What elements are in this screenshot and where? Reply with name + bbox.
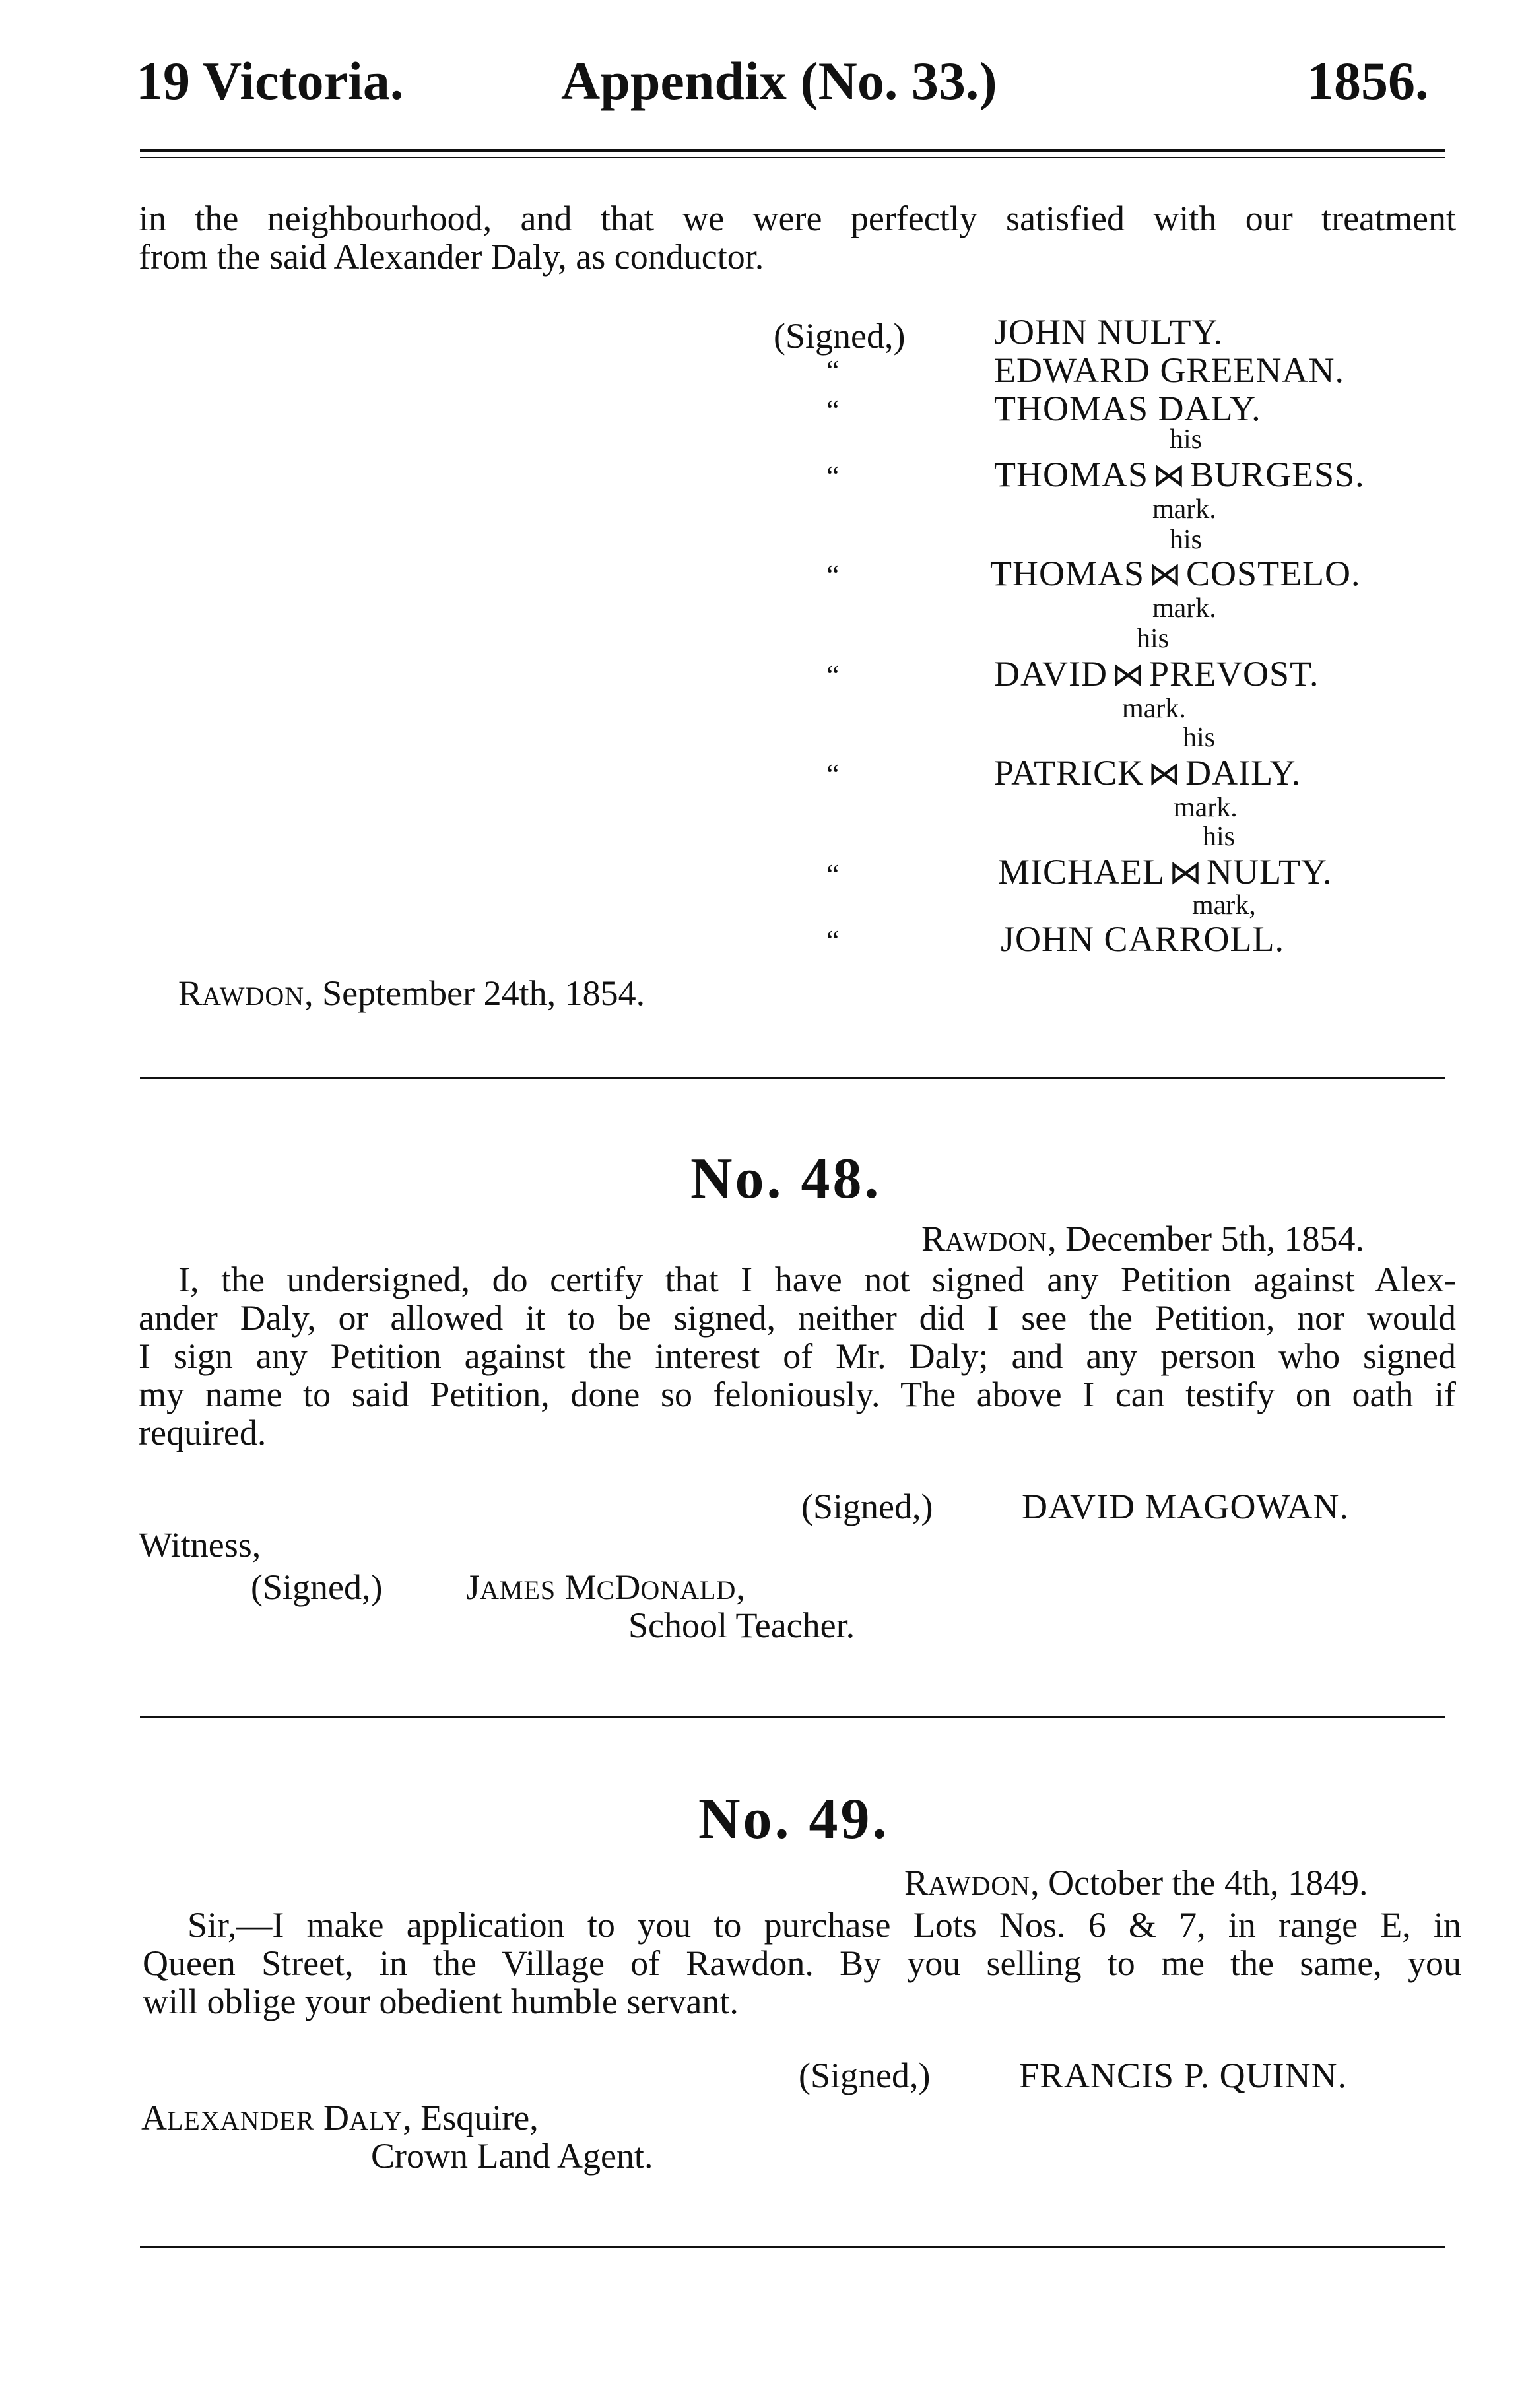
signature-name: THOMAS <box>990 554 1145 593</box>
his-label: his <box>1203 822 1236 852</box>
signature-name: PREVOST. <box>1149 654 1319 694</box>
signature-name: PATRICK <box>994 753 1144 793</box>
paragraph-line: ander Daly, or allowed it to be signed, neither did I see the Petition, nor would <box>139 1298 1456 1338</box>
header-left: 19 Victoria. <box>136 51 404 111</box>
witness-signed: (Signed,) <box>251 1567 383 1607</box>
cross-mark-icon: ⋈ <box>1148 755 1182 792</box>
ditto-mark: “ <box>826 460 840 492</box>
ditto-mark: “ <box>826 758 840 791</box>
mark-label: mark. <box>1152 494 1216 525</box>
signer-name: DAVID MAGOWAN. <box>1022 1487 1349 1526</box>
cross-mark-icon: ⋈ <box>1148 556 1183 593</box>
addressee: ALEXANDER DALY, Esquire, <box>141 2098 539 2137</box>
cross-mark-icon: ⋈ <box>1168 854 1203 891</box>
signature-name: BURGESS. <box>1190 455 1365 494</box>
header-right: 1856. <box>1307 51 1429 111</box>
signature-name: NULTY. <box>1206 852 1333 892</box>
cross-mark-icon: ⋈ <box>1152 457 1187 494</box>
mark-label: mark. <box>1122 694 1186 724</box>
intro-line-2: from the said Alexander Daly, as conductor. <box>139 237 764 277</box>
signature-name: COSTELO. <box>1186 554 1361 593</box>
paragraph-line: I sign any Petition against the interest of Mr. Daly; and any person who signed <box>139 1336 1456 1376</box>
mark-label: mark. <box>1152 593 1216 624</box>
ditto-mark: “ <box>826 925 840 957</box>
signed-label: (Signed,) <box>774 316 906 356</box>
intro-line-1: in the neighbourhood, and that we were perfectly satisfied with our treatment <box>139 199 1456 238</box>
his-label: his <box>1170 424 1203 455</box>
paragraph-line: my name to said Petition, done so feloniously. The above I can testify on oath if <box>139 1375 1456 1414</box>
paragraph-line: required. <box>139 1413 267 1452</box>
signature-name: DAILY. <box>1185 753 1302 793</box>
signature-name: JOHN NULTY. <box>994 312 1224 352</box>
place-date: RAWDON, September 24th, 1854. <box>178 973 646 1013</box>
paragraph-line: will oblige your obedient humble servant. <box>143 1982 739 2021</box>
header-center: Appendix (No. 33.) <box>561 51 997 111</box>
his-label: his <box>1183 723 1216 753</box>
his-label: his <box>1137 624 1170 654</box>
place-date: RAWDON, October the 4th, 1849. <box>904 1863 1368 1903</box>
cross-mark-icon: ⋈ <box>1111 656 1146 693</box>
addressee-title: Crown Land Agent. <box>371 2136 653 2176</box>
signature-name: MICHAEL <box>998 852 1165 892</box>
signature-mark-line <box>998 853 1333 892</box>
signature-name: THOMAS DALY. <box>994 389 1261 428</box>
signature-mark-line <box>994 455 1365 494</box>
witness-name: JAMES MCDONALD, <box>466 1567 745 1607</box>
signed-label: (Signed,) <box>799 2056 931 2095</box>
witness-title: School Teacher. <box>628 1606 855 1645</box>
signature-name: EDWARD GREENAN. <box>994 350 1344 390</box>
signature-mark-line <box>990 554 1361 593</box>
section-title-49: No. 49. <box>698 1787 890 1851</box>
ditto-mark: “ <box>826 659 840 692</box>
paragraph-line: I, the undersigned, do certify that I have not signed any Petition against Alex- <box>178 1260 1456 1299</box>
paragraph-line: Sir,—I make application to you to purchase Lots Nos. 6 & 7, in range E, in <box>187 1905 1461 1945</box>
signed-label: (Signed,) <box>801 1487 933 1526</box>
signature-name: JOHN CARROLL. <box>1001 919 1285 959</box>
signature-name: THOMAS <box>994 455 1149 494</box>
signature-name: DAVID <box>994 654 1108 694</box>
section-divider <box>140 2246 1445 2248</box>
signature-mark-line <box>994 754 1301 793</box>
mark-label: mark, <box>1192 890 1256 921</box>
mark-label: mark. <box>1174 793 1238 823</box>
witness-label: Witness, <box>139 1525 261 1565</box>
section-divider <box>140 1077 1445 1079</box>
header-rule <box>140 149 1445 158</box>
section-title-48: No. 48. <box>690 1147 882 1211</box>
ditto-mark: “ <box>826 559 840 591</box>
signer-name: FRANCIS P. QUINN. <box>1019 2056 1348 2095</box>
ditto-mark: “ <box>826 354 840 387</box>
ditto-mark: “ <box>826 859 840 891</box>
paragraph-line: Queen Street, in the Village of Rawdon. By you selling to me the same, you <box>143 1943 1461 1983</box>
place-date: RAWDON, December 5th, 1854. <box>921 1219 1364 1258</box>
signature-mark-line <box>994 655 1319 694</box>
his-label: his <box>1170 525 1203 555</box>
section-divider <box>140 1716 1445 1718</box>
ditto-mark: “ <box>826 394 840 426</box>
